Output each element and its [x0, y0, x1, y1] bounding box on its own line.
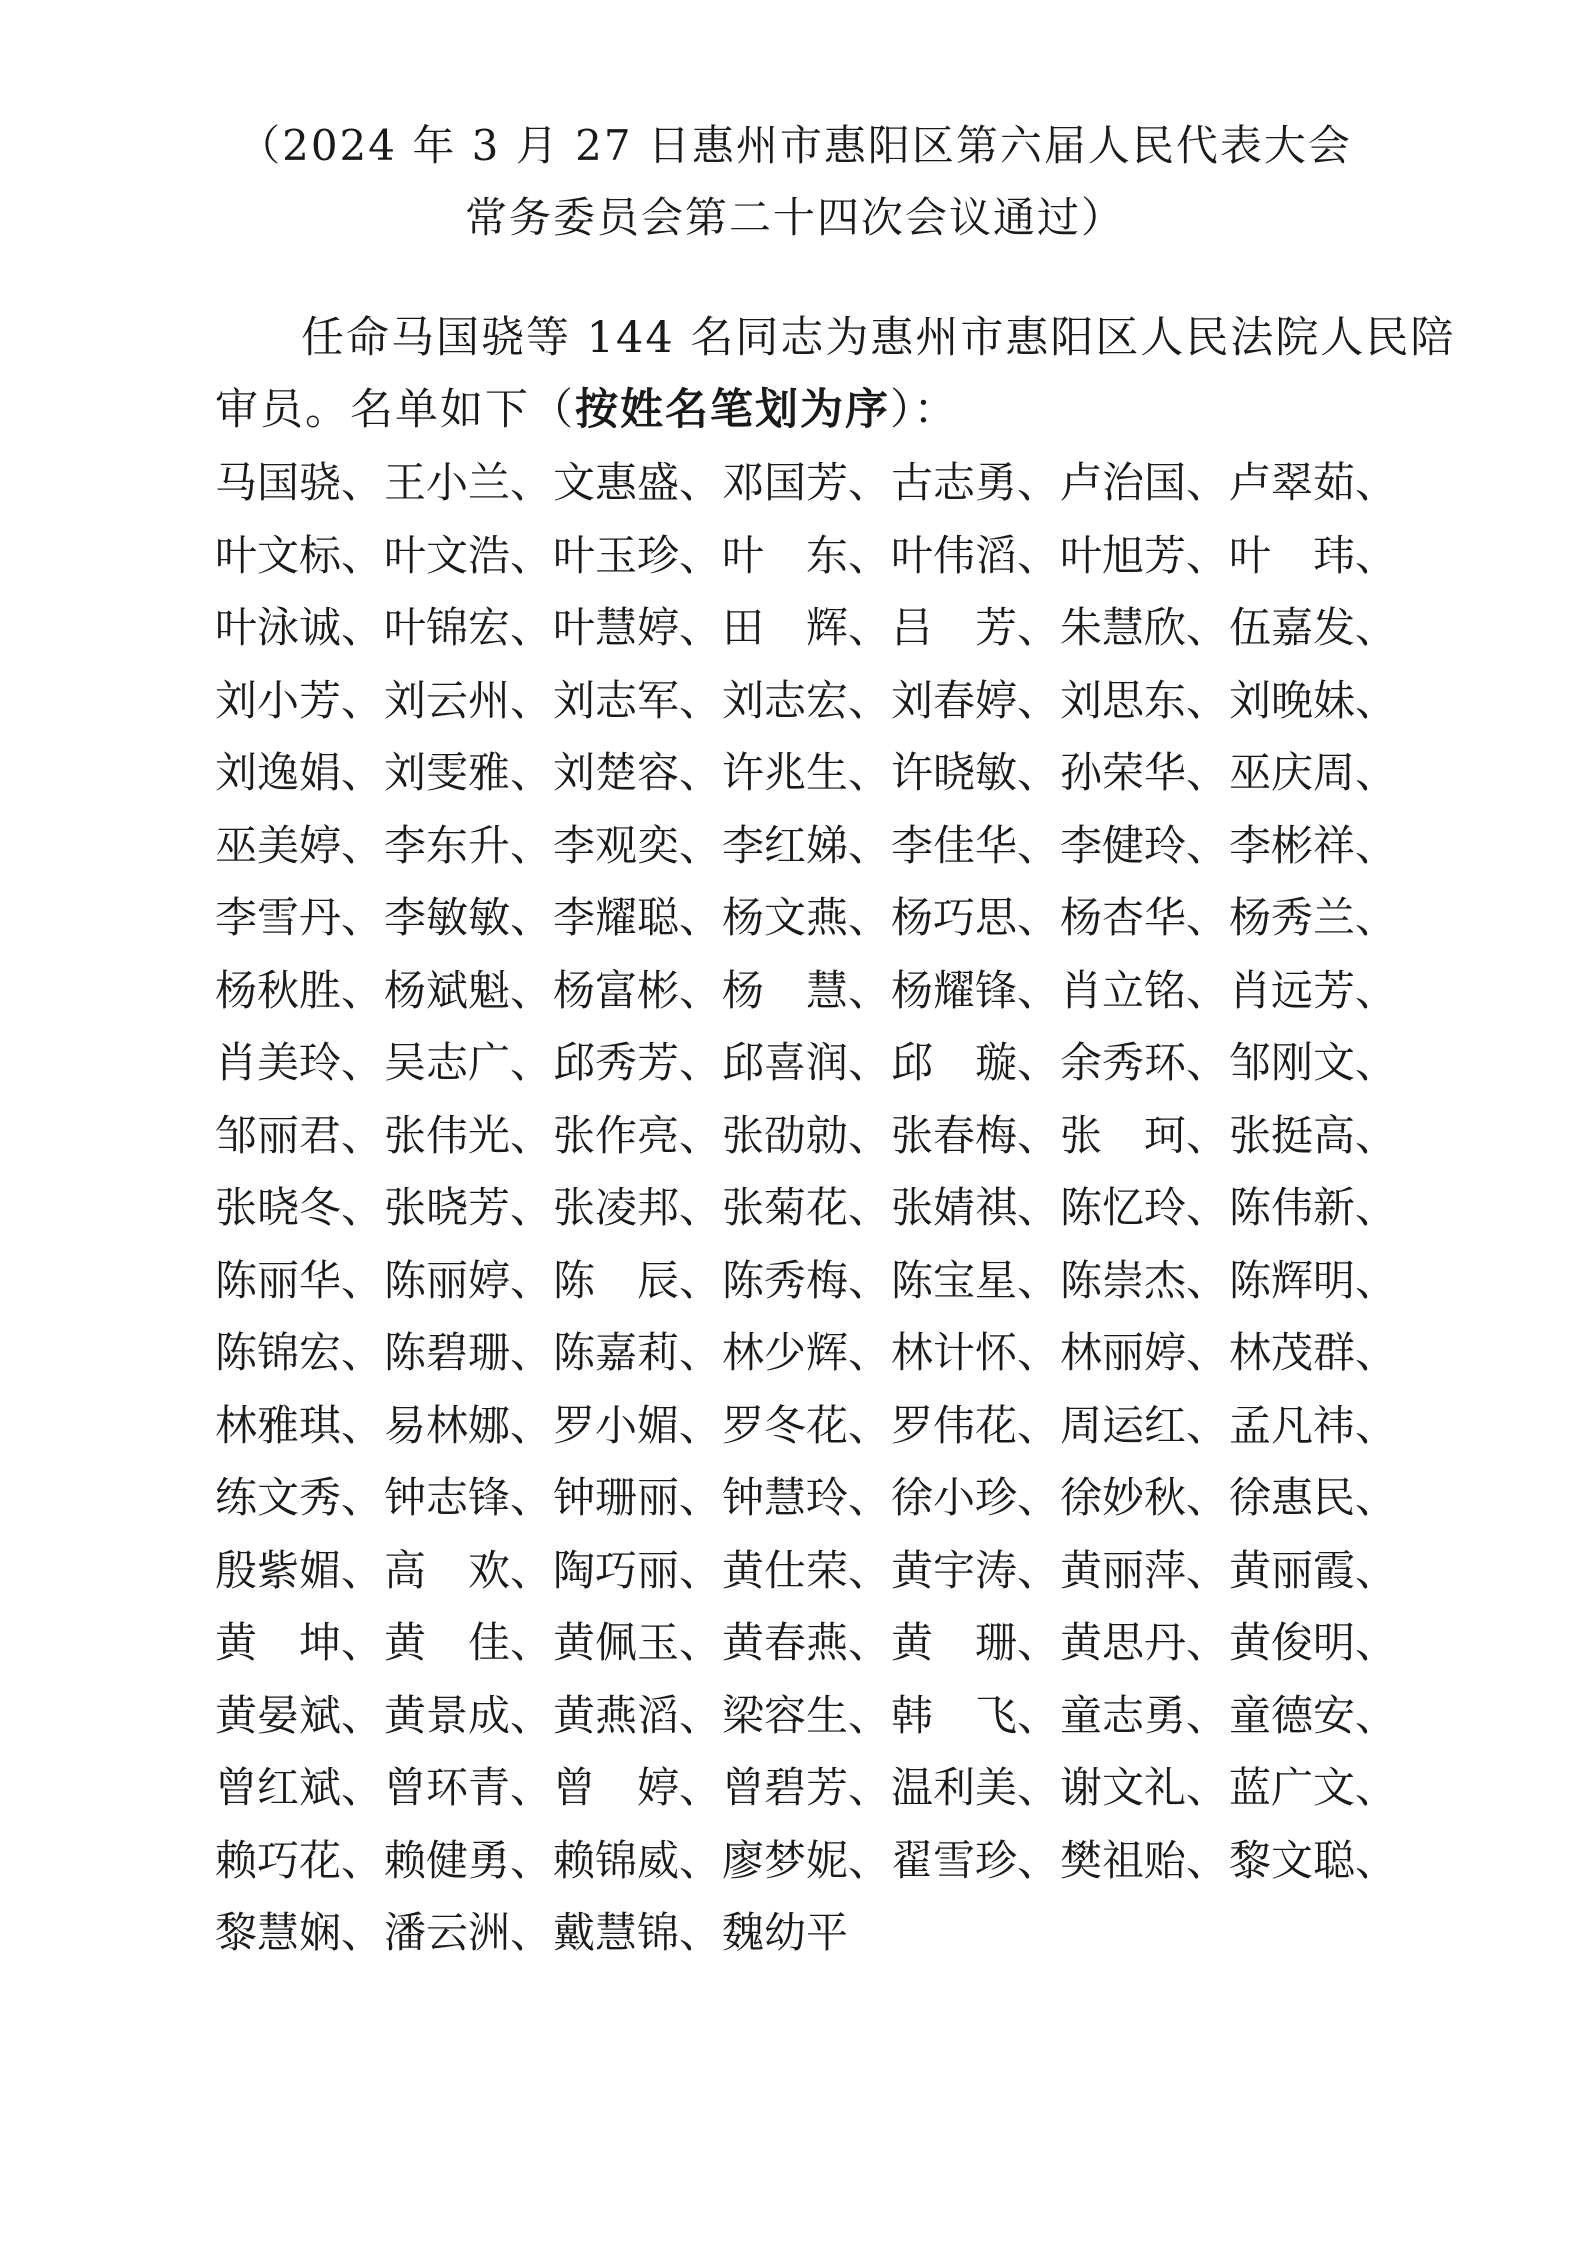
intro-line-2-end: ）： — [890, 385, 959, 435]
juror-name: 樊祖贻、 — [1060, 1835, 1229, 1885]
juror-name: 叶 玮、 — [1229, 530, 1398, 580]
juror-name: 孙荣华、 — [1060, 748, 1229, 798]
juror-name: 曾环青、 — [384, 1763, 553, 1813]
name-row — [215, 1462, 1415, 1535]
juror-name: 张春梅、 — [891, 1110, 1060, 1160]
juror-name: 李佳华、 — [891, 820, 1060, 870]
name-row — [215, 1752, 1415, 1825]
juror-name: 邱 璇、 — [891, 1038, 1060, 1088]
juror-name: 梁容生、 — [722, 1690, 891, 1740]
juror-name: 许兆生、 — [722, 748, 891, 798]
meeting-note — [215, 110, 1375, 254]
meeting-note-line-1: （2024 年 3 月 27 日惠州市惠阳区第六届人民代表大会 — [238, 121, 1352, 170]
juror-name: 廖梦妮、 — [722, 1835, 891, 1885]
juror-name: 魏幼平 — [722, 1908, 849, 1958]
juror-name: 陈锦宏、 — [215, 1328, 384, 1378]
juror-name: 黄晏斌、 — [215, 1690, 384, 1740]
name-row — [215, 1607, 1415, 1680]
juror-name: 徐惠民、 — [1229, 1473, 1398, 1523]
name-row — [215, 1245, 1415, 1318]
juror-name: 刘志宏、 — [722, 675, 891, 725]
juror-name: 刘雯雅、 — [384, 748, 553, 798]
juror-name: 童德安、 — [1229, 1690, 1398, 1740]
juror-name: 文惠盛、 — [553, 458, 722, 508]
juror-name: 叶慧婷、 — [553, 603, 722, 653]
juror-name: 谢文礼、 — [1060, 1763, 1229, 1813]
juror-name: 陈秀梅、 — [722, 1255, 891, 1305]
intro-line-1: 任命马国骁等 144 名同志为惠州市惠阳区人民法院人民陪 — [301, 313, 1456, 363]
juror-name: 叶泳诚、 — [215, 603, 384, 653]
juror-name: 林计怀、 — [891, 1328, 1060, 1378]
juror-name: 徐妙秋、 — [1060, 1473, 1229, 1523]
juror-name: 黄景成、 — [384, 1690, 553, 1740]
juror-name: 陈碧珊、 — [384, 1328, 553, 1378]
juror-name: 黄丽霞、 — [1229, 1545, 1398, 1595]
juror-name: 黄宇涛、 — [891, 1545, 1060, 1595]
juror-name: 李健玲、 — [1060, 820, 1229, 870]
juror-name: 余秀环、 — [1060, 1038, 1229, 1088]
juror-name: 戴慧锦、 — [553, 1908, 722, 1958]
juror-name: 黄燕滔、 — [553, 1690, 722, 1740]
juror-name: 黄仕荣、 — [722, 1545, 891, 1595]
juror-name: 杨秋胜、 — [215, 965, 384, 1015]
juror-name: 林丽婷、 — [1060, 1328, 1229, 1378]
juror-name: 曾碧芳、 — [722, 1763, 891, 1813]
juror-name: 张婧祺、 — [891, 1183, 1060, 1233]
juror-name: 伍嘉发、 — [1229, 603, 1398, 653]
juror-name: 罗小媚、 — [553, 1400, 722, 1450]
name-row — [215, 1897, 1415, 1970]
name-row — [215, 1027, 1415, 1100]
juror-name: 童志勇、 — [1060, 1690, 1229, 1740]
juror-name: 陈嘉莉、 — [553, 1328, 722, 1378]
name-row — [215, 1535, 1415, 1608]
intro-line-2 — [215, 374, 1375, 446]
juror-name: 黄春燕、 — [722, 1618, 891, 1668]
juror-name: 陈忆玲、 — [1060, 1183, 1229, 1233]
juror-name: 李红娣、 — [722, 820, 891, 870]
juror-name: 叶锦宏、 — [384, 603, 553, 653]
juror-name: 杨巧思、 — [891, 893, 1060, 943]
juror-name: 黄佩玉、 — [553, 1618, 722, 1668]
juror-name: 叶文浩、 — [384, 530, 553, 580]
juror-name: 潘云洲、 — [384, 1908, 553, 1958]
juror-name: 蓝广文、 — [1229, 1763, 1398, 1813]
juror-name: 肖立铭、 — [1060, 965, 1229, 1015]
name-row — [215, 1172, 1415, 1245]
juror-name: 罗冬花、 — [722, 1400, 891, 1450]
juror-name: 邹刚文、 — [1229, 1038, 1398, 1088]
juror-name: 陈崇杰、 — [1060, 1255, 1229, 1305]
juror-name: 卢翠茹、 — [1229, 458, 1398, 508]
juror-name: 曾红斌、 — [215, 1763, 384, 1813]
juror-name: 张晓冬、 — [215, 1183, 384, 1233]
juror-name: 孟凡祎、 — [1229, 1400, 1398, 1450]
juror-name: 杨秀兰、 — [1229, 893, 1398, 943]
name-row — [215, 1390, 1415, 1463]
name-row — [215, 1317, 1415, 1390]
name-row — [215, 447, 1415, 520]
juror-name: 朱慧欣、 — [1060, 603, 1229, 653]
meeting-note-line-2: 常务委员会第二十四次会议通过） — [464, 193, 1125, 242]
juror-name: 黄俊明、 — [1229, 1618, 1398, 1668]
juror-name: 周运红、 — [1060, 1400, 1229, 1450]
name-row — [215, 665, 1415, 738]
juror-name: 陈丽华、 — [215, 1255, 384, 1305]
juror-name: 陈丽婷、 — [384, 1255, 553, 1305]
name-row — [215, 1825, 1415, 1898]
juror-name: 许晓敏、 — [891, 748, 1060, 798]
name-row — [215, 1680, 1415, 1753]
juror-name: 高 欢、 — [384, 1545, 553, 1595]
juror-name: 杨杏华、 — [1060, 893, 1229, 943]
juror-name: 刘云州、 — [384, 675, 553, 725]
juror-name: 赖巧花、 — [215, 1835, 384, 1885]
name-row — [215, 592, 1415, 665]
juror-name: 陈伟新、 — [1229, 1183, 1398, 1233]
juror-name: 张晓芳、 — [384, 1183, 553, 1233]
name-row — [215, 882, 1415, 955]
name-row — [215, 955, 1415, 1028]
juror-name: 杨斌魁、 — [384, 965, 553, 1015]
juror-name: 杨耀锋、 — [891, 965, 1060, 1015]
juror-name: 王小兰、 — [384, 458, 553, 508]
juror-name: 黄思丹、 — [1060, 1618, 1229, 1668]
sort-order-note: 按姓名笔划为序 — [575, 385, 890, 435]
juror-name: 卢治国、 — [1060, 458, 1229, 508]
juror-name: 杨 慧、 — [722, 965, 891, 1015]
juror-name-list — [215, 447, 1415, 1970]
juror-name: 刘楚容、 — [553, 748, 722, 798]
juror-name: 张劭勍、 — [722, 1110, 891, 1160]
juror-name: 邹丽君、 — [215, 1110, 384, 1160]
juror-name: 曾 婷、 — [553, 1763, 722, 1813]
name-row — [215, 737, 1415, 810]
juror-name: 李敏敏、 — [384, 893, 553, 943]
juror-name: 吕 芳、 — [891, 603, 1060, 653]
juror-name: 张凌邦、 — [553, 1183, 722, 1233]
juror-name: 刘晚妹、 — [1229, 675, 1398, 725]
juror-name: 杨文燕、 — [722, 893, 891, 943]
juror-name: 叶旭芳、 — [1060, 530, 1229, 580]
juror-name: 张挺高、 — [1229, 1110, 1398, 1160]
juror-name: 黎文聪、 — [1229, 1835, 1398, 1885]
juror-name: 邱秀芳、 — [553, 1038, 722, 1088]
juror-name: 叶 东、 — [722, 530, 891, 580]
juror-name: 杨富彬、 — [553, 965, 722, 1015]
juror-name: 殷紫媚、 — [215, 1545, 384, 1595]
juror-name: 林少辉、 — [722, 1328, 891, 1378]
juror-name: 练文秀、 — [215, 1473, 384, 1523]
juror-name: 钟珊丽、 — [553, 1473, 722, 1523]
juror-name: 李耀聪、 — [553, 893, 722, 943]
juror-name: 刘春婷、 — [891, 675, 1060, 725]
name-row — [215, 1100, 1415, 1173]
juror-name: 邱喜润、 — [722, 1038, 891, 1088]
juror-name: 陈 辰、 — [553, 1255, 722, 1305]
juror-name: 李观奕、 — [553, 820, 722, 870]
juror-name: 韩 飞、 — [891, 1690, 1060, 1740]
juror-name: 易林娜、 — [384, 1400, 553, 1450]
juror-name: 叶伟滔、 — [891, 530, 1060, 580]
juror-name: 黄 佳、 — [384, 1618, 553, 1668]
juror-name: 陈辉明、 — [1229, 1255, 1398, 1305]
juror-name: 黄丽萍、 — [1060, 1545, 1229, 1595]
juror-name: 巫庆周、 — [1229, 748, 1398, 798]
juror-name: 陈宝星、 — [891, 1255, 1060, 1305]
juror-name: 张伟光、 — [384, 1110, 553, 1160]
name-row — [215, 520, 1415, 593]
juror-name: 刘小芳、 — [215, 675, 384, 725]
juror-name: 刘逸娟、 — [215, 748, 384, 798]
juror-name: 温利美、 — [891, 1763, 1060, 1813]
juror-name: 翟雪珍、 — [891, 1835, 1060, 1885]
juror-name: 赖健勇、 — [384, 1835, 553, 1885]
juror-name: 刘志军、 — [553, 675, 722, 725]
juror-name: 李雪丹、 — [215, 893, 384, 943]
juror-name: 叶玉珍、 — [553, 530, 722, 580]
juror-name: 徐小珍、 — [891, 1473, 1060, 1523]
juror-name: 张作亮、 — [553, 1110, 722, 1160]
juror-name: 李彬祥、 — [1229, 820, 1398, 870]
juror-name: 叶文标、 — [215, 530, 384, 580]
juror-name: 马国骁、 — [215, 458, 384, 508]
name-row — [215, 810, 1415, 883]
juror-name: 黎慧娴、 — [215, 1908, 384, 1958]
juror-name: 钟志锋、 — [384, 1473, 553, 1523]
juror-name: 邓国芳、 — [722, 458, 891, 508]
juror-name: 钟慧玲、 — [722, 1473, 891, 1523]
juror-name: 陶巧丽、 — [553, 1545, 722, 1595]
juror-name: 张 珂、 — [1060, 1110, 1229, 1160]
juror-name: 黄 坤、 — [215, 1618, 384, 1668]
juror-name: 肖美玲、 — [215, 1038, 384, 1088]
juror-name: 张菊花、 — [722, 1183, 891, 1233]
juror-name: 古志勇、 — [891, 458, 1060, 508]
juror-name: 李东升、 — [384, 820, 553, 870]
juror-name: 黄 珊、 — [891, 1618, 1060, 1668]
juror-name: 吴志广、 — [384, 1038, 553, 1088]
juror-name: 罗伟花、 — [891, 1400, 1060, 1450]
juror-name: 刘思东、 — [1060, 675, 1229, 725]
juror-name: 巫美婷、 — [215, 820, 384, 870]
juror-name: 田 辉、 — [722, 603, 891, 653]
juror-name: 肖远芳、 — [1229, 965, 1398, 1015]
juror-name: 林雅琪、 — [215, 1400, 384, 1450]
intro-line-2-text: 审员。名单如下（ — [215, 385, 575, 435]
juror-name: 林茂群、 — [1229, 1328, 1398, 1378]
juror-name: 赖锦威、 — [553, 1835, 722, 1885]
appointment-intro — [215, 302, 1456, 446]
